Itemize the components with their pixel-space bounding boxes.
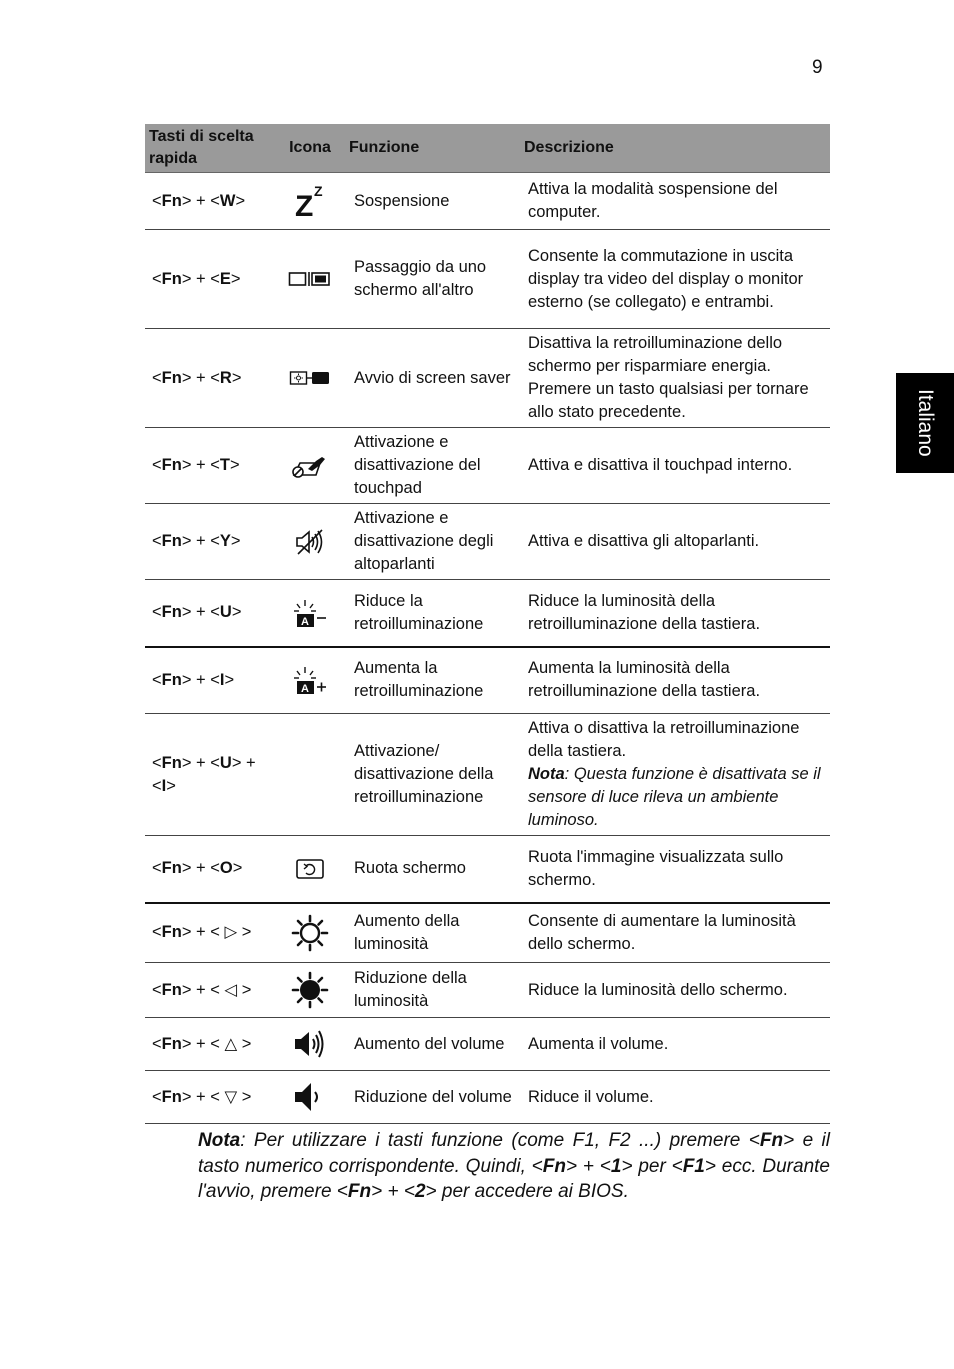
table-row bbox=[145, 173, 830, 230]
table-row bbox=[145, 903, 830, 963]
hotkey-cell: <Fn> + < ▽ > bbox=[145, 1071, 275, 1124]
hotkey-cell: <Fn> + <U> + <I> bbox=[145, 714, 275, 836]
touchpad-toggle-icon bbox=[290, 453, 330, 479]
hotkey-cell: <Fn> + < △ > bbox=[145, 1018, 275, 1071]
hotkey-cell: <Fn> + <R> bbox=[145, 329, 275, 428]
icon-cell bbox=[275, 647, 345, 714]
volume-up-icon bbox=[293, 1029, 327, 1059]
speaker-toggle-icon bbox=[294, 528, 326, 556]
function-cell: Aumento del volume bbox=[345, 1018, 520, 1071]
function-cell: Aumenta la retroilluminazione bbox=[345, 647, 520, 714]
function-cell: Sospensione bbox=[345, 173, 520, 230]
table-row bbox=[145, 504, 830, 580]
display-toggle-icon bbox=[288, 270, 332, 288]
hotkey-cell: <Fn> + <W> bbox=[145, 173, 275, 230]
description-cell: Aumenta il volume. bbox=[520, 1018, 830, 1071]
hotkey-cell: <Fn> + <Y> bbox=[145, 504, 275, 580]
description-cell: Attiva e disattiva il touchpad interno. bbox=[520, 428, 830, 504]
icon-cell bbox=[275, 836, 345, 903]
function-cell: Ruota schermo bbox=[345, 836, 520, 903]
function-cell: Riduzione della luminosità bbox=[345, 963, 520, 1018]
function-cell: Avvio di screen saver bbox=[345, 329, 520, 428]
table-row bbox=[145, 329, 830, 428]
table-row bbox=[145, 647, 830, 714]
function-cell: Attivazione/ disattivazione della retroilluminazione bbox=[345, 714, 520, 836]
table-row bbox=[145, 714, 830, 836]
hotkey-cell: <Fn> + <U> bbox=[145, 580, 275, 647]
description-cell: Disattiva la retroilluminazione dello schermo per risparmiare energia. Premere un tasto qualsiasi per tornare allo stato precedente. bbox=[520, 329, 830, 428]
icon-cell bbox=[275, 580, 345, 647]
svg-text:A: A bbox=[301, 615, 309, 628]
description-cell: Attiva o disattiva la retroilluminazione della tastiera. Nota: Questa funzione è disattivata se il sensore di luce rileva un ambiente luminoso. bbox=[520, 714, 830, 836]
volume-down-icon bbox=[293, 1080, 327, 1114]
function-cell: Riduce la retroilluminazione bbox=[345, 580, 520, 647]
table-row bbox=[145, 428, 830, 504]
table-row bbox=[145, 1071, 830, 1124]
function-cell: Passaggio da uno schermo all'altro bbox=[345, 230, 520, 329]
language-side-tab-label: Italiano bbox=[914, 389, 937, 457]
description-cell: Riduce il volume. bbox=[520, 1071, 830, 1124]
footnote-label: Nota bbox=[198, 1130, 241, 1151]
footnote: Nota: Per utilizzare i tasti funzione (come F1, F2 ...) premere <Fn> e il tasto numerico corrispondente. Quindi, <Fn> + <1> per <F1> ecc. Durante l'avvio, premere <Fn> + <2> per accedere ai BIOS. bbox=[198, 1130, 830, 1202]
table-header-row bbox=[145, 124, 830, 173]
description-cell: Consente di aumentare la luminosità dello schermo. bbox=[520, 903, 830, 963]
icon-cell bbox=[275, 173, 345, 230]
sleep-icon bbox=[293, 183, 327, 219]
hotkey-cell: <Fn> + <E> bbox=[145, 230, 275, 329]
header-hotkey: Tasti di scelta rapida bbox=[145, 124, 275, 173]
icon-cell bbox=[275, 963, 345, 1018]
rotate-screen-icon bbox=[295, 858, 325, 880]
hotkey-cell: <Fn> + < ◁ > bbox=[145, 963, 275, 1018]
brightness-down-icon bbox=[291, 971, 329, 1009]
header-description: Descrizione bbox=[520, 124, 830, 173]
icon-cell bbox=[275, 329, 345, 428]
description-cell: Riduce la luminosità dello schermo. bbox=[520, 963, 830, 1018]
description-cell: Attiva e disattiva gli altoparlanti. bbox=[520, 504, 830, 580]
svg-text:Z: Z bbox=[295, 190, 314, 219]
screen-blank-icon bbox=[289, 370, 331, 386]
icon-cell bbox=[275, 504, 345, 580]
function-cell: Riduzione del volume bbox=[345, 1071, 520, 1124]
page-number: 9 bbox=[812, 57, 823, 78]
keyboard-backlight-up-icon bbox=[291, 665, 329, 695]
table-row bbox=[145, 1018, 830, 1071]
hotkey-cell: <Fn> + <T> bbox=[145, 428, 275, 504]
keyboard-backlight-down-icon bbox=[291, 598, 329, 628]
table-row bbox=[145, 963, 830, 1018]
icon-cell bbox=[275, 1071, 345, 1124]
hotkey-cell: <Fn> + <I> bbox=[145, 647, 275, 714]
hotkeys-table bbox=[145, 124, 830, 1124]
function-cell: Attivazione e disattivazione degli altoparlanti bbox=[345, 504, 520, 580]
function-cell: Attivazione e disattivazione del touchpad bbox=[345, 428, 520, 504]
icon-cell bbox=[275, 903, 345, 963]
hotkey-cell: <Fn> + < ▷ > bbox=[145, 903, 275, 963]
description-cell: Riduce la luminosità della retroilluminazione della tastiera. bbox=[520, 580, 830, 647]
icon-cell bbox=[275, 230, 345, 329]
header-function: Funzione bbox=[345, 124, 520, 173]
description-cell: Attiva la modalità sospensione del computer. bbox=[520, 173, 830, 230]
hotkey-cell: <Fn> + <O> bbox=[145, 836, 275, 903]
language-side-tab bbox=[896, 373, 954, 473]
table-row bbox=[145, 230, 830, 329]
description-cell: Consente la commutazione in uscita display tra video del display o monitor esterno (se collegato) e entrambi. bbox=[520, 230, 830, 329]
icon-cell bbox=[275, 714, 345, 836]
svg-text:Z: Z bbox=[314, 183, 323, 199]
brightness-up-icon bbox=[291, 914, 329, 952]
icon-cell bbox=[275, 1018, 345, 1071]
table-row bbox=[145, 836, 830, 903]
svg-text:A: A bbox=[301, 683, 309, 696]
icon-cell bbox=[275, 428, 345, 504]
description-cell: Aumenta la luminosità della retroilluminazione della tastiera. bbox=[520, 647, 830, 714]
table-row bbox=[145, 580, 830, 647]
function-cell: Aumento della luminosità bbox=[345, 903, 520, 963]
description-cell: Ruota l'immagine visualizzata sullo schermo. bbox=[520, 836, 830, 903]
header-icon: Icona bbox=[275, 124, 345, 173]
